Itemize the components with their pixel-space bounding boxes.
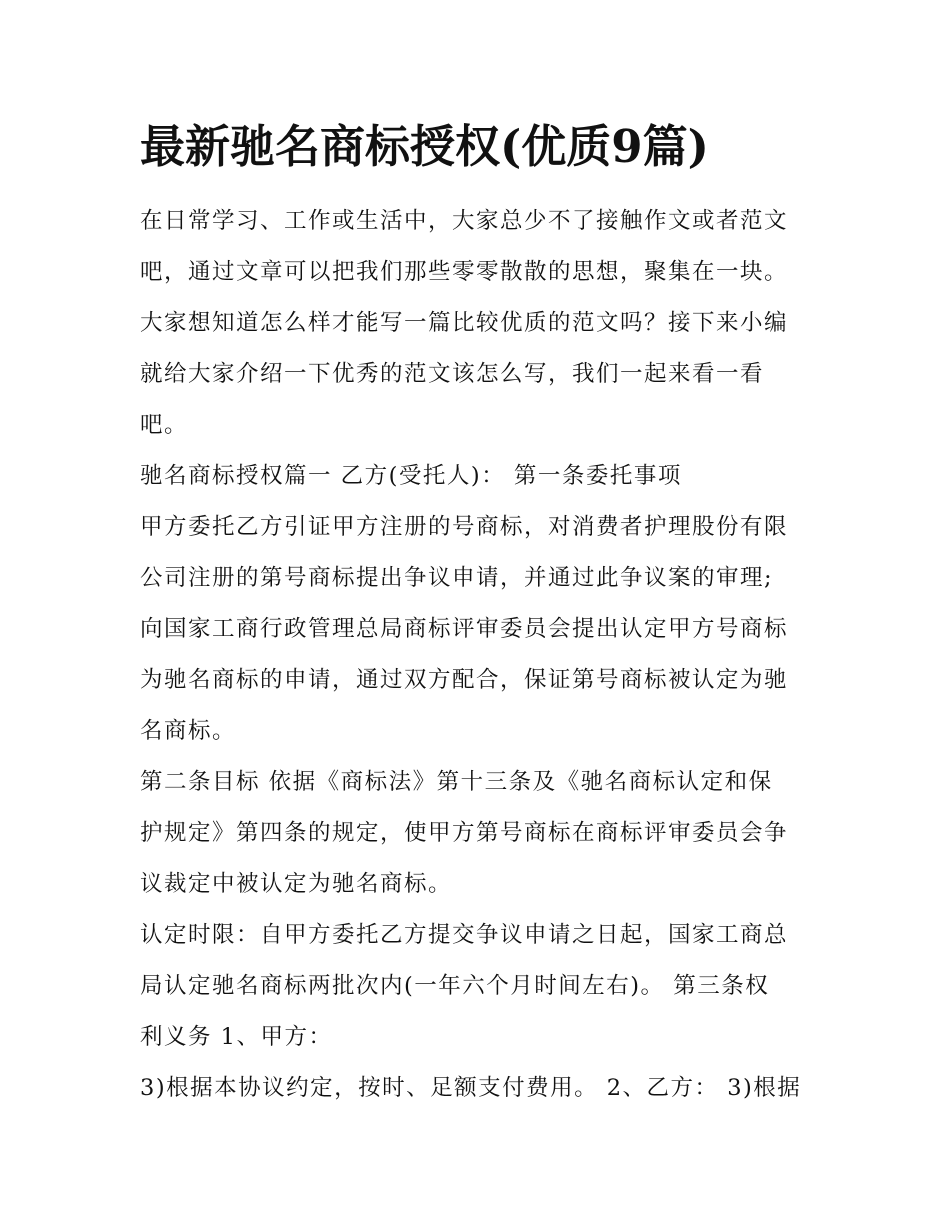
body-line: 就给大家介绍一下优秀的范文该怎么写，我们一起来看一看 bbox=[140, 361, 765, 387]
body-line: 局认定驰名商标两批次内(一年六个月时间左右)。 第三条权 bbox=[140, 973, 770, 999]
body-line: 认定时限：自甲方委托乙方提交争议申请之日起，国家工商总 bbox=[140, 922, 789, 948]
body-line: 护规定》第四条的规定，使甲方第号商标在商标评审委员会争 bbox=[140, 820, 789, 846]
body-line: 向国家工商行政管理总局商标评审委员会提出认定甲方号商标 bbox=[140, 616, 789, 642]
section-heading-line: 驰名商标授权篇一 乙方(受托人)： 第一条委托事项 bbox=[140, 463, 682, 489]
body-line: 第二条目标 依据《商标法》第十三条及《驰名商标认定和保 bbox=[140, 769, 773, 795]
document-title: 最新驰名商标授权(优质9篇) bbox=[140, 120, 709, 173]
body-line: 利义务 1、甲方： bbox=[140, 1024, 333, 1050]
body-line: 吧。 bbox=[140, 412, 189, 438]
body-line: 吧，通过文章可以把我们那些零零散散的思想，聚集在一块。 bbox=[140, 259, 789, 285]
body-line: 大家想知道怎么样才能写一篇比较优质的范文吗？接下来小编 bbox=[140, 310, 789, 336]
body-line: 公司注册的第号商标提出争议申请，并通过此争议案的审理; bbox=[140, 565, 774, 591]
body-line: 3)根据本协议约定，按时、足额支付费用。 2、乙方： 3)根据 bbox=[140, 1075, 802, 1101]
body-line: 议裁定中被认定为驰名商标。 bbox=[140, 871, 453, 897]
body-line: 为驰名商标的申请，通过双方配合，保证第号商标被认定为驰 bbox=[140, 667, 789, 693]
body-line: 甲方委托乙方引证甲方注册的号商标，对消费者护理股份有限 bbox=[140, 514, 789, 540]
body-line: 在日常学习、工作或生活中，大家总少不了接触作文或者范文 bbox=[140, 208, 789, 234]
body-line: 名商标。 bbox=[140, 718, 237, 744]
